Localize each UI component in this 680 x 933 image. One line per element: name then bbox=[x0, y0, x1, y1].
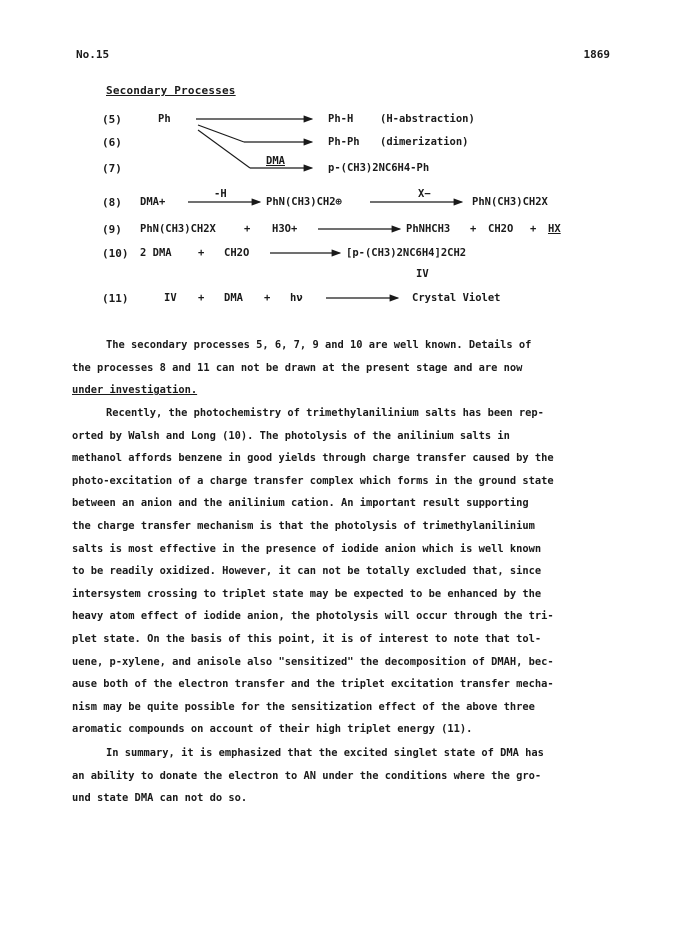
eq-7-number: (7) bbox=[102, 162, 122, 175]
eq-5-number: (5) bbox=[102, 113, 122, 126]
eq-11-light: hν bbox=[290, 292, 303, 304]
eq-5-product: Ph-H bbox=[328, 113, 354, 125]
eq-8-intermediate: PhN(CH3)CH2⊕ bbox=[266, 196, 342, 208]
eq-9-plus-2: + bbox=[470, 223, 477, 235]
paragraph-3 bbox=[72, 742, 607, 810]
eq-11-reagent: DMA bbox=[224, 292, 243, 304]
text-line: salts is most effective in the presence of iodide anion which is well known bbox=[72, 542, 542, 555]
journal-issue: No.15 bbox=[76, 48, 110, 61]
eq-11-plus-1: + bbox=[198, 292, 205, 304]
text-line: the charge transfer mechanism is that the photolysis of trimethylanilinium bbox=[72, 519, 535, 532]
eq-8-number: (8) bbox=[102, 196, 122, 209]
text-line: between an anion and the anilinium cation. An important result supporting bbox=[72, 497, 529, 510]
eq-9-plus-3: + bbox=[530, 223, 537, 235]
paragraph-1 bbox=[72, 334, 607, 402]
eq-9-plus-1: + bbox=[244, 223, 251, 235]
eq-10-plus-1: + bbox=[198, 247, 205, 259]
text-line: aromatic compounds on account of their high triplet energy (11). bbox=[72, 723, 473, 736]
text-line: an ability to donate the electron to AN under the conditions where the gro- bbox=[72, 769, 542, 782]
page-number: 1869 bbox=[583, 48, 610, 61]
eq-9-product-1: PhNHCH3 bbox=[406, 223, 451, 235]
eq-8-over-arrow-1: -H bbox=[214, 188, 227, 200]
text-line: uene, p-xylene, and anisole also "sensitized" the decomposition of DMAH, bec- bbox=[72, 655, 554, 668]
eq-7-over-arrow: DMA bbox=[266, 155, 285, 167]
text-line: und state DMA can not do so. bbox=[72, 792, 248, 805]
eq-9-product-3: HX bbox=[548, 223, 561, 235]
eq-9-reactant: PhN(CH3)CH2X bbox=[140, 223, 216, 235]
eq-11-plus-2: + bbox=[264, 292, 271, 304]
text-line: In summary, it is emphasized that the excited singlet state of DMA has bbox=[106, 747, 544, 759]
text-line: the processes 8 and 11 can not be drawn at the present stage and are now bbox=[72, 361, 523, 374]
reaction-arrows bbox=[0, 0, 680, 320]
text-line: nism may be quite possible for the sensitization effect of the above three bbox=[72, 700, 535, 713]
paragraph-2 bbox=[72, 402, 607, 741]
eq-9-product-2: CH2O bbox=[488, 223, 514, 235]
eq-6-product: Ph-Ph bbox=[328, 136, 360, 148]
eq-11-reactant: IV bbox=[164, 292, 177, 304]
text-line: under investigation. bbox=[72, 384, 198, 397]
eq-10-reactant: 2 DMA bbox=[140, 247, 172, 259]
section-title: Secondary Processes bbox=[106, 84, 236, 97]
eq-8-reactant: DMA+ bbox=[140, 196, 166, 208]
text-line: orted by Walsh and Long (10). The photolysis of the anilinium salts in bbox=[72, 429, 510, 442]
eq-9-number: (9) bbox=[102, 223, 122, 236]
eq-10-product: [p-(CH3)2NC6H4]2CH2 bbox=[346, 247, 467, 259]
eq-9-reagent: H3O+ bbox=[272, 223, 298, 235]
eq-5-reactant: Ph bbox=[158, 113, 171, 125]
eq-8-over-arrow-2: X− bbox=[418, 188, 431, 200]
arrow-6-branch bbox=[198, 125, 244, 142]
text-line: The secondary processes 5, 6, 7, 9 and 10 are well known. Details of bbox=[106, 339, 532, 351]
eq-8-product: PhN(CH3)CH2X bbox=[472, 196, 548, 208]
eq-10-number: (10) bbox=[102, 247, 129, 260]
text-line: ause both of the electron transfer and the triplet excitation transfer mecha- bbox=[72, 678, 554, 691]
text-line: plet state. On the basis of this point, it is of interest to note that tol- bbox=[72, 632, 542, 645]
arrow-7-branch bbox=[198, 130, 250, 168]
text-line: heavy atom effect of iodide anion, the photolysis will occur through the tri- bbox=[72, 610, 554, 623]
text-line: to be readily oxidized. However, it can not be totally excluded that, since bbox=[72, 565, 542, 578]
eq-11-number: (11) bbox=[102, 292, 129, 305]
eq-6-number: (6) bbox=[102, 136, 122, 149]
eq-5-note: (H-abstraction) bbox=[380, 113, 475, 125]
eq-10-reagent: CH2O bbox=[224, 247, 250, 259]
text-line: photo-excitation of a charge transfer complex which forms in the ground state bbox=[72, 474, 554, 487]
eq-6-note: (dimerization) bbox=[380, 136, 469, 148]
text-line: intersystem crossing to triplet state may be expected to be enhanced by the bbox=[72, 587, 542, 600]
eq-11-product: Crystal Violet bbox=[412, 292, 501, 304]
eq-7-product: p-(CH3)2NC6H4-Ph bbox=[328, 162, 430, 174]
eq-10-compound-label: IV bbox=[416, 268, 429, 280]
text-line: Recently, the photochemistry of trimethylanilinium salts has been rep- bbox=[106, 407, 544, 419]
text-line: methanol affords benzene in good yields through charge transfer caused by the bbox=[72, 452, 554, 465]
